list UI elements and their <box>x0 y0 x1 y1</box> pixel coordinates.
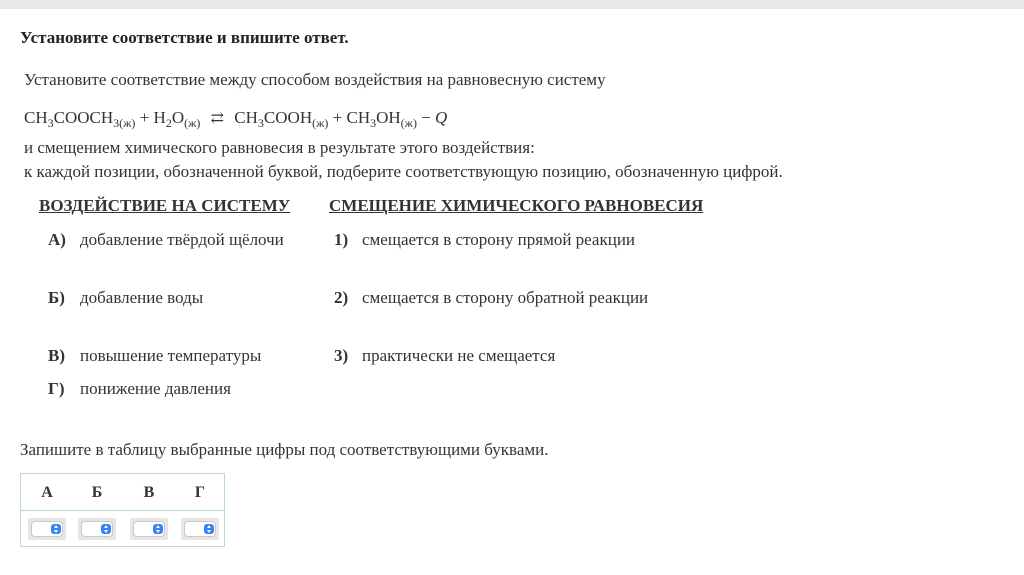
left-item-a: А) добавление твёрдой щёлочи <box>48 230 284 249</box>
left-item-v: В) повышение температуры <box>48 346 262 365</box>
answer-header-v: В <box>143 484 155 501</box>
left-item-b: Б) добавление воды <box>48 288 204 307</box>
instruction-heading: Установите соответствие и впишите ответ. <box>20 28 349 47</box>
answer-select-wrap-v <box>130 518 168 540</box>
equilibrium-arrow-icon: ⇄ <box>210 110 225 127</box>
right-item-1: 1) смещается в сторону прямой реакции <box>334 230 636 249</box>
answer-select-wrap-b <box>78 518 116 540</box>
right-item-3: 3) практически не смещается <box>334 346 556 365</box>
right-column-header: СМЕЩЕНИЕ ХИМИЧЕСКОГО РАВНОВЕСИЯ <box>329 196 704 215</box>
task-intro: Установите соответствие между способом воздействия на равновесную систему <box>24 70 606 89</box>
top-bar <box>0 0 1024 9</box>
task-line-3: к каждой позиции, обозначенной буквой, подберите соответствующую позицию, обозначенную цифрой. <box>24 162 783 181</box>
left-item-g: Г) понижение давления <box>48 379 231 398</box>
left-column-header: ВОЗДЕЙСТВИЕ НА СИСТЕМУ <box>39 196 291 215</box>
answer-header-a: А <box>41 484 53 501</box>
answer-table-divider <box>21 510 224 511</box>
answer-select-a[interactable] <box>31 521 63 537</box>
answer-header-b: Б <box>91 484 103 501</box>
right-item-2: 2) смещается в сторону обратной реакции <box>334 288 649 307</box>
answer-select-wrap-g <box>181 518 219 540</box>
answer-header-g: Г <box>194 484 206 501</box>
reaction-equation: $CH_3COOCH_{3(ж)} + H_2O_{(ж)}$ ⇄ $CH_3COOH_{(ж)} + CH_3OH_{(ж)} - Q$ <box>24 108 448 130</box>
answer-select-b[interactable] <box>81 521 113 537</box>
answer-select-g[interactable] <box>184 521 216 537</box>
answer-table <box>20 473 225 547</box>
answer-select-v[interactable] <box>133 521 165 537</box>
task-line-2: и смещением химического равновесия в результате этого воздействия: <box>24 138 535 157</box>
answer-select-wrap-a <box>28 518 66 540</box>
answer-prompt: Запишите в таблицу выбранные цифры под соответствующими буквами. <box>20 440 549 459</box>
